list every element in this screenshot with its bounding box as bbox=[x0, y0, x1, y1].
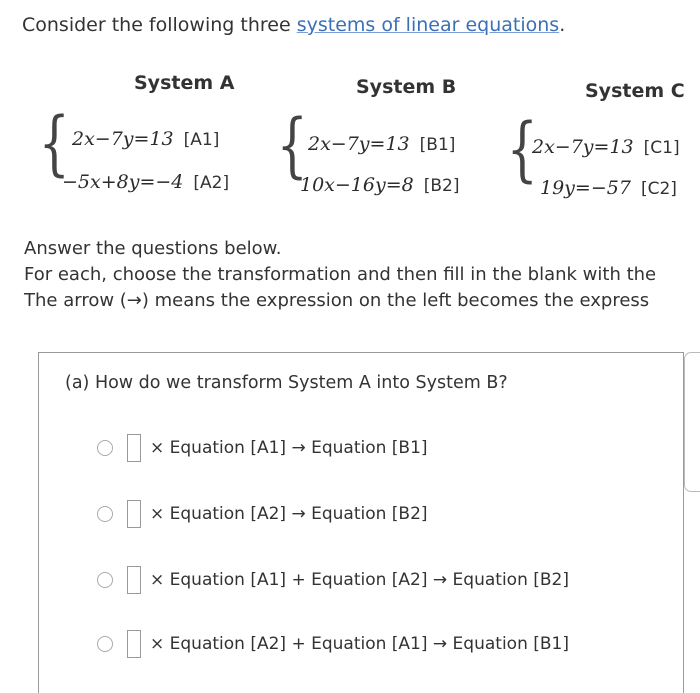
system-a-brace: { bbox=[38, 102, 70, 184]
option-1-blank-input[interactable] bbox=[127, 434, 141, 462]
option-2-blank-input[interactable] bbox=[127, 500, 141, 528]
equation-c1-expr: 2x−7y=13 bbox=[532, 136, 634, 158]
system-c-brace: { bbox=[506, 108, 538, 190]
option-2-label: × Equation [A2] → Equation [B2] bbox=[150, 504, 428, 524]
system-b-brace: { bbox=[276, 104, 308, 186]
equation-a1-tag: [A1] bbox=[183, 130, 220, 150]
equation-c2-tag: [C2] bbox=[640, 179, 677, 199]
systems-link[interactable]: systems of linear equations bbox=[296, 14, 560, 36]
option-4-label: × Equation [A2] + Equation [A1] → Equation [B1] bbox=[150, 634, 569, 654]
instructions-line-2: For each, choose the transformation and then fill in the blank with the bbox=[24, 264, 657, 285]
question-a-title: (a) How do we transform System A into System B? bbox=[65, 373, 508, 393]
equation-c2-expr: 19y=−57 bbox=[540, 177, 631, 199]
equation-b2-expr: 10x−16y=8 bbox=[300, 174, 414, 196]
option-4-blank-input[interactable] bbox=[127, 630, 141, 658]
option-1-label: × Equation [A1] → Equation [B1] bbox=[150, 438, 428, 458]
equation-b1 bbox=[308, 133, 455, 155]
instructions-line-1: Answer the questions below. bbox=[24, 238, 282, 259]
equation-b1-expr: 2x−7y=13 bbox=[308, 133, 410, 155]
adjacent-panel-edge bbox=[684, 352, 700, 492]
equation-a2 bbox=[62, 171, 229, 193]
equation-a1-expr: 2x−7y=13 bbox=[72, 128, 174, 150]
option-2[interactable] bbox=[97, 497, 428, 531]
equation-c2 bbox=[540, 177, 677, 199]
intro-text bbox=[22, 14, 565, 36]
instructions bbox=[24, 236, 656, 314]
option-1[interactable] bbox=[97, 431, 428, 465]
equation-c1-tag: [C1] bbox=[643, 138, 680, 158]
option-2-radio[interactable] bbox=[97, 506, 113, 522]
system-c-header: System C bbox=[585, 80, 685, 102]
equation-c1 bbox=[532, 136, 680, 158]
equation-b2-tag: [B2] bbox=[423, 176, 460, 196]
option-3-label: × Equation [A1] + Equation [A2] → Equation [B2] bbox=[150, 570, 569, 590]
equation-a2-expr: −5x+8y=−4 bbox=[62, 171, 184, 193]
equation-a2-tag: [A2] bbox=[193, 173, 230, 193]
equation-b2 bbox=[300, 174, 459, 196]
system-b-header: System B bbox=[356, 76, 457, 98]
option-3[interactable] bbox=[97, 563, 569, 597]
instructions-line-3: The arrow (→) means the expression on the left becomes the express bbox=[24, 290, 650, 311]
equation-b1-tag: [B1] bbox=[419, 135, 456, 155]
option-1-radio[interactable] bbox=[97, 440, 113, 456]
question-a-panel bbox=[38, 352, 684, 693]
option-4[interactable] bbox=[97, 627, 569, 661]
option-3-radio[interactable] bbox=[97, 572, 113, 588]
intro-suffix: . bbox=[559, 14, 566, 36]
equation-a1 bbox=[72, 128, 219, 150]
system-a-header: System A bbox=[134, 72, 235, 94]
option-3-blank-input[interactable] bbox=[127, 566, 141, 594]
intro-prefix: Consider the following three bbox=[22, 14, 297, 36]
option-4-radio[interactable] bbox=[97, 636, 113, 652]
